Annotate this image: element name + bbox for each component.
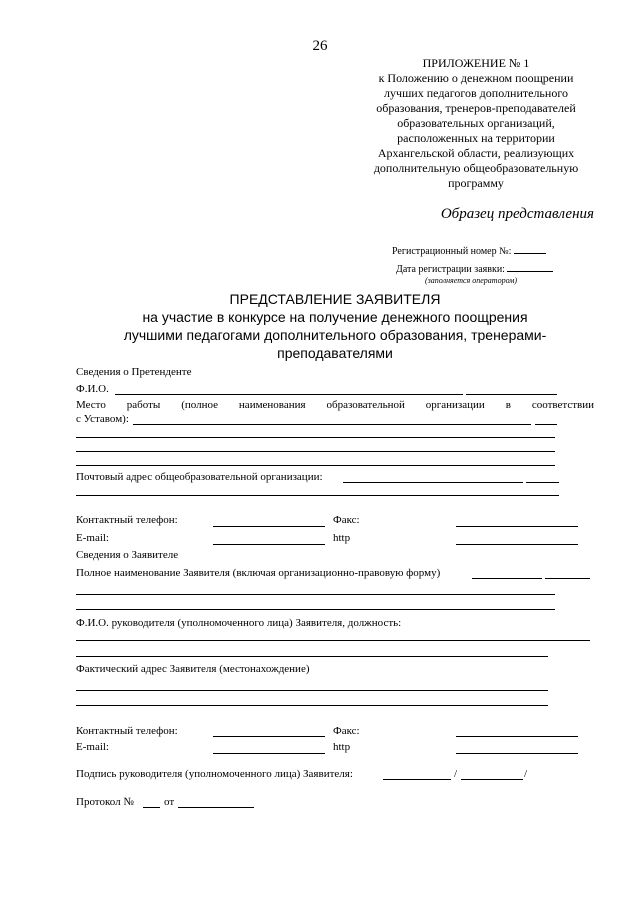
workplace-line[interactable]	[76, 451, 555, 452]
postal-address-line[interactable]	[76, 495, 559, 496]
workplace-field-extra[interactable]	[535, 424, 557, 425]
appendix-line: расположенных на территории	[397, 131, 555, 145]
head-fio-line[interactable]	[76, 640, 590, 641]
applicant-address-line[interactable]	[76, 705, 548, 706]
registration-date-label: Дата регистрации заявки:	[396, 264, 505, 275]
workplace-word: соответствии	[531, 399, 594, 411]
registration-date-row	[396, 261, 553, 275]
signature-separator-icon: /	[524, 768, 528, 780]
signature-field[interactable]	[383, 779, 451, 780]
appendix-line: к Положению о денежном поощрении	[378, 71, 574, 85]
title-main: ПРЕДСТАВЛЕНИЕ ЗАЯВИТЕЛЯ	[229, 291, 441, 307]
workplace-word: Место	[76, 399, 106, 411]
workplace-word: образовательной	[326, 399, 405, 411]
registration-number-label: Регистрационный номер №:	[392, 246, 512, 257]
head-fio-label: Ф.И.О. руководителя (уполномоченного лица) Заявителя, должность:	[76, 617, 402, 629]
applicant-phone-field[interactable]	[213, 736, 325, 737]
applicant-section-heading: Сведения о Заявителе	[76, 549, 179, 561]
registration-date-field[interactable]	[507, 261, 553, 272]
appendix-title: ПРИЛОЖЕНИЕ № 1	[422, 56, 530, 70]
protocol-date-field[interactable]	[178, 807, 254, 808]
applicant-address-line[interactable]	[76, 690, 548, 691]
workplace-field[interactable]	[133, 424, 531, 425]
workplace-label-cont: с Уставом):	[76, 413, 129, 425]
fio-field-extra[interactable]	[466, 394, 557, 395]
appendix-line: образовательных организаций,	[397, 116, 555, 130]
applicant-address-label: Фактический адрес Заявителя (местонахождение)	[76, 663, 310, 675]
candidate-email-field[interactable]	[213, 544, 325, 545]
signature-name-field[interactable]	[461, 779, 523, 780]
applicant-fax-field[interactable]	[456, 736, 578, 737]
signature-label: Подпись руководителя (уполномоченного лица) Заявителя:	[76, 768, 353, 780]
page-number: 26	[312, 38, 328, 54]
postal-address-field[interactable]	[343, 482, 523, 483]
applicant-full-name-line[interactable]	[76, 594, 555, 595]
workplace-label-row	[76, 399, 594, 411]
appendix-line: дополнительную общеобразовательную	[373, 161, 579, 175]
candidate-phone-field[interactable]	[213, 526, 325, 527]
candidate-http-field[interactable]	[456, 544, 578, 545]
head-fio-line[interactable]	[76, 656, 548, 657]
fio-label: Ф.И.О.	[76, 383, 109, 395]
applicant-full-name-field[interactable]	[472, 578, 542, 579]
workplace-word: работы	[126, 399, 161, 411]
appendix-line: лучших педагогов дополнительного	[384, 86, 568, 100]
workplace-word: организации	[425, 399, 485, 411]
appendix-line: Архангельской области, реализующих	[377, 146, 575, 160]
workplace-word: (полное	[181, 399, 219, 411]
registration-number-field[interactable]	[514, 243, 546, 254]
protocol-label: Протокол №	[76, 796, 134, 808]
sample-label: Образец представления	[440, 206, 594, 222]
protocol-number-field[interactable]	[143, 807, 160, 808]
applicant-full-name-label: Полное наименование Заявителя (включая организационно-правовую форму)	[76, 567, 441, 579]
applicant-full-name-field-extra[interactable]	[545, 578, 590, 579]
candidate-section-heading: Сведения о Претенденте	[76, 366, 192, 378]
candidate-email-label: E-mail:	[76, 532, 109, 544]
workplace-word: в	[505, 399, 511, 411]
applicant-full-name-line[interactable]	[76, 609, 555, 610]
title-line: лучшими педагогами дополнительного образования, тренерами-	[123, 327, 547, 343]
applicant-http-label: http	[333, 741, 351, 753]
candidate-phone-label: Контактный телефон:	[76, 514, 178, 526]
protocol-from-label: от	[164, 796, 175, 808]
candidate-fax-field[interactable]	[456, 526, 578, 527]
title-line: преподавателями	[277, 345, 393, 361]
fio-field[interactable]	[115, 394, 463, 395]
postal-address-label: Почтовый адрес общеобразовательной организации:	[76, 471, 323, 483]
candidate-http-label: http	[333, 532, 351, 544]
registration-note: (заполняется оператором)	[425, 276, 518, 285]
applicant-email-field[interactable]	[213, 753, 325, 754]
appendix-line: программу	[448, 176, 504, 190]
document-title	[0, 290, 640, 362]
workplace-line[interactable]	[76, 437, 555, 438]
title-line: на участие в конкурсе на получение денежного поощрения	[142, 309, 528, 325]
signature-separator-icon: /	[454, 768, 458, 780]
applicant-email-label: E-mail:	[76, 741, 109, 753]
applicant-phone-label: Контактный телефон:	[76, 725, 178, 737]
workplace-word: наименования	[238, 399, 306, 411]
registration-number-row	[392, 243, 546, 257]
appendix-block	[356, 56, 596, 191]
candidate-fax-label: Факс:	[333, 514, 360, 526]
applicant-http-field[interactable]	[456, 753, 578, 754]
postal-address-field-extra[interactable]	[526, 482, 559, 483]
appendix-line: образования, тренеров-преподавателей	[376, 101, 576, 115]
applicant-fax-label: Факс:	[333, 725, 360, 737]
workplace-line[interactable]	[76, 465, 555, 466]
